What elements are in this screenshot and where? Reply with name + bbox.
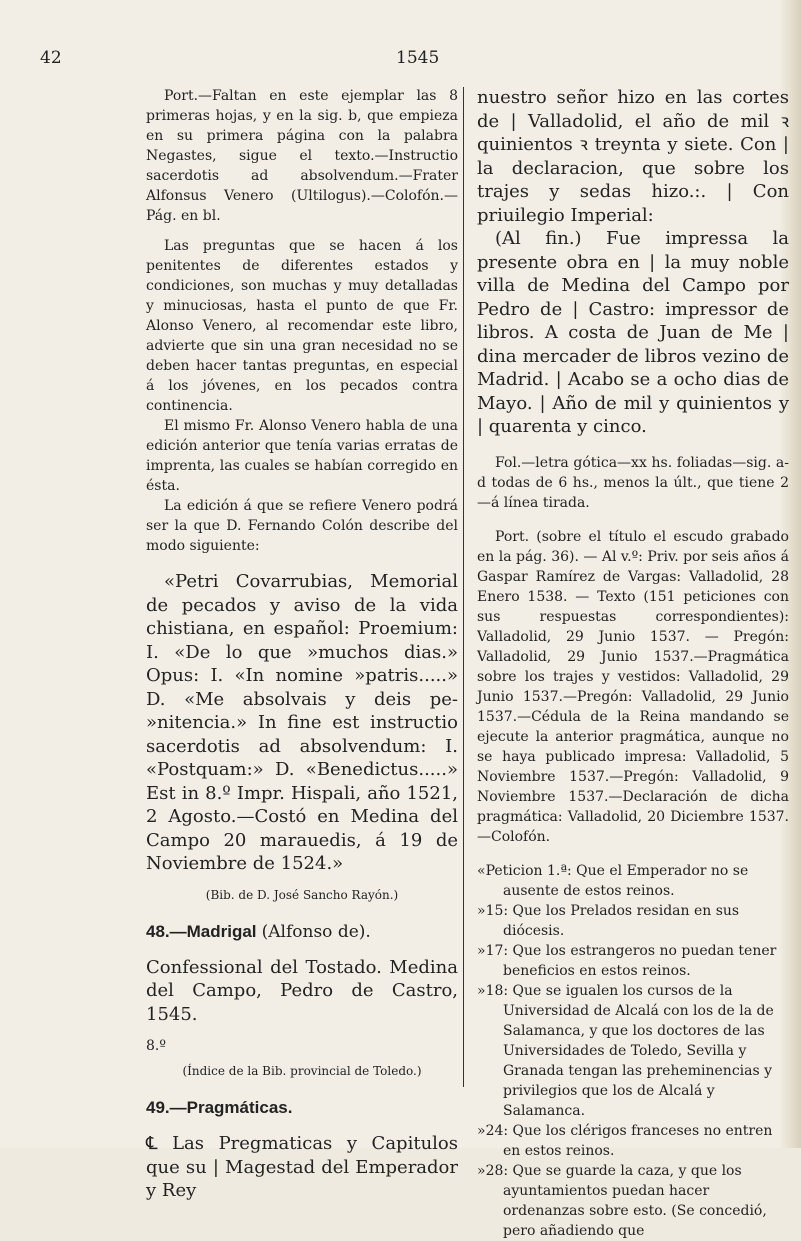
page-number: 42 [40,48,62,68]
port-paragraph: Port.—Faltan en este ejemplar las 8 primeras hojas, y en la sig. b, que empieza en su primera página con la palabra Negastes, sigue el texto.—Instructio sacerdotis ad absolvendum.—Frater Alfonsus Venero (Ultilogus).—Colofón.—Pág. en bl. [146,88,458,224]
colophon-paragraph: (Al fin.) Fue impressa la presente obra en | la muy noble villa de Medina del Campo por Pedro de | Castro: impressor de libros. A costa de Juan de Me | dina mercader de libros vezino de Madrid. | Acabo se a ocho dias de Mayo. | Año de mil y quinientos y | quarenta y cinco. [477,228,789,437]
peticion-15: »15: Que los Prelados residan en sus diócesis. [477,902,740,939]
right-column [477,86,789,1241]
entry-48-number: 48.—Madrigal [146,921,257,941]
preguntas-paragraph: Las preguntas que se hacen á los penitentes de diferentes estados y condiciones, son muchas y muy detalladas y minuciosas, hasta el punto de que Fr. Alonso Venero, al recomendar este libro, advierte que sin una gran necesidad no se deben hacer tantas preguntas, en especial á los jóvenes, en los pecados contra continencia. [146,238,458,414]
pregmaticas-entry: ℄ Las Pregmaticas y Capitulos que su | Magestad del Emperador y Rey [146,1133,458,1201]
bib-citation-toledo: (Índice de la Bib. provincial de Toledo.) [182,1064,422,1078]
venero-paragraph: El mismo Fr. Alonso Venero habla de una edición anterior que tenía varias erratas de imprenta, las cuales se habían corregido en ésta. [146,418,458,494]
peticion-17: »17: Que los estrangeros no puedan tener beneficios en estos reinos. [477,942,777,979]
running-year: 1545 [396,48,440,68]
edicion-paragraph: La edición á que se refiere Venero podrá ser la que D. Fernando Colón describe del modo siguiente: [146,498,458,554]
entry-49-heading: 49.—Pragmáticas. [146,1098,293,1117]
entry-48-author: (Alfonso de). [261,921,371,942]
fol-paragraph: Fol.—letra gótica—xx hs. foliadas—sig. a-d todas de 6 hs., menos la últ., que tiene 2—á línea tirada. [477,454,789,511]
peticion-28: »28: Que se guarde la caza, y que los ayuntamientos puedan hacer ordenanzas sobre esto. (Se concedió, pero añadiendo que [477,1162,767,1239]
entry-48-heading [146,922,458,942]
peticion-18: »18: Que se igualen los cursos de la Universidad de Alcalá con los de la de Salamanca, y que los doctores de las Universidades de Toledo, Sevilla y Granada tengan las preheminencias y privilegios que los de Alcalá y Salamanca. [477,982,774,1119]
peticion-24: »24: Que los clérigos franceses no entren en estos reinos. [477,1122,773,1159]
cortes-paragraph: nuestro señor hizo en las cortes de | Valladolid, el año de mil ꝛ quinientos ꝛ treynta y siete. Con | la declaracion, que sobre los trajes y sedas hizo.:. | Con priuilegio Imperial: [477,87,789,226]
peticiones-list [477,861,789,1241]
port-sobre-paragraph: Port. (sobre el título el escudo grabado en la pág. 36). — Al v.º: Priv. por seis años á Gaspar Ramírez de Vargas: Valladolid, 28 Enero 1538. — Texto (151 peticiones con sus respuestas correspondientes): Valladolid, 29 Junio 1537. — Pregón: Valladolid, 29 Junio 1537.—Pragmática sobre los trajes y vestidos: Valladolid, 29 Junio 1537.—Pregón: Valladolid, 29 Junio 1537.—Cédula de la Reina mandando se ejecute la anterior pragmática, aunque no se haya publicado impresa: Valladolid, 5 Noviembre 1537.—Pregón: Valladolid, 9 Noviembre 1537.—Declaración de dicha pragmática: Valladolid, 20 Diciembre 1537.—Colofón. [477,528,789,845]
format-8: 8.º [146,1038,166,1054]
left-column [146,86,458,1203]
petri-entry: «Petri Covarrubias, Memorial de pecados y aviso de la vida chistiana, en español: Proemium: I. «De lo que »muchos dias.» Opus: I. «In nomine »patris.....» D. «Me absolvais y deis pe- »nitencia.» In fine est instructio sacerdotis ad absolvendum: I. «Postquam:» D. «Benedictus.....» Est in 8.º Impr. Hispali, año 1521, 2 Agosto.—Costó en Medina del Campo 20 marauedis, á 19 de Noviembre de 1524.» [146,571,458,874]
bib-citation-rayon: (Bib. de D. José Sancho Rayón.) [205,887,399,902]
column-divider [463,87,464,1087]
confessional-entry: Confessional del Tostado. Medina del Campo, Pedro de Castro, 1545. [146,956,458,1025]
peticion-1: «Peticion 1.ª: Que el Emperador no se ausente de estos reinos. [477,862,749,899]
